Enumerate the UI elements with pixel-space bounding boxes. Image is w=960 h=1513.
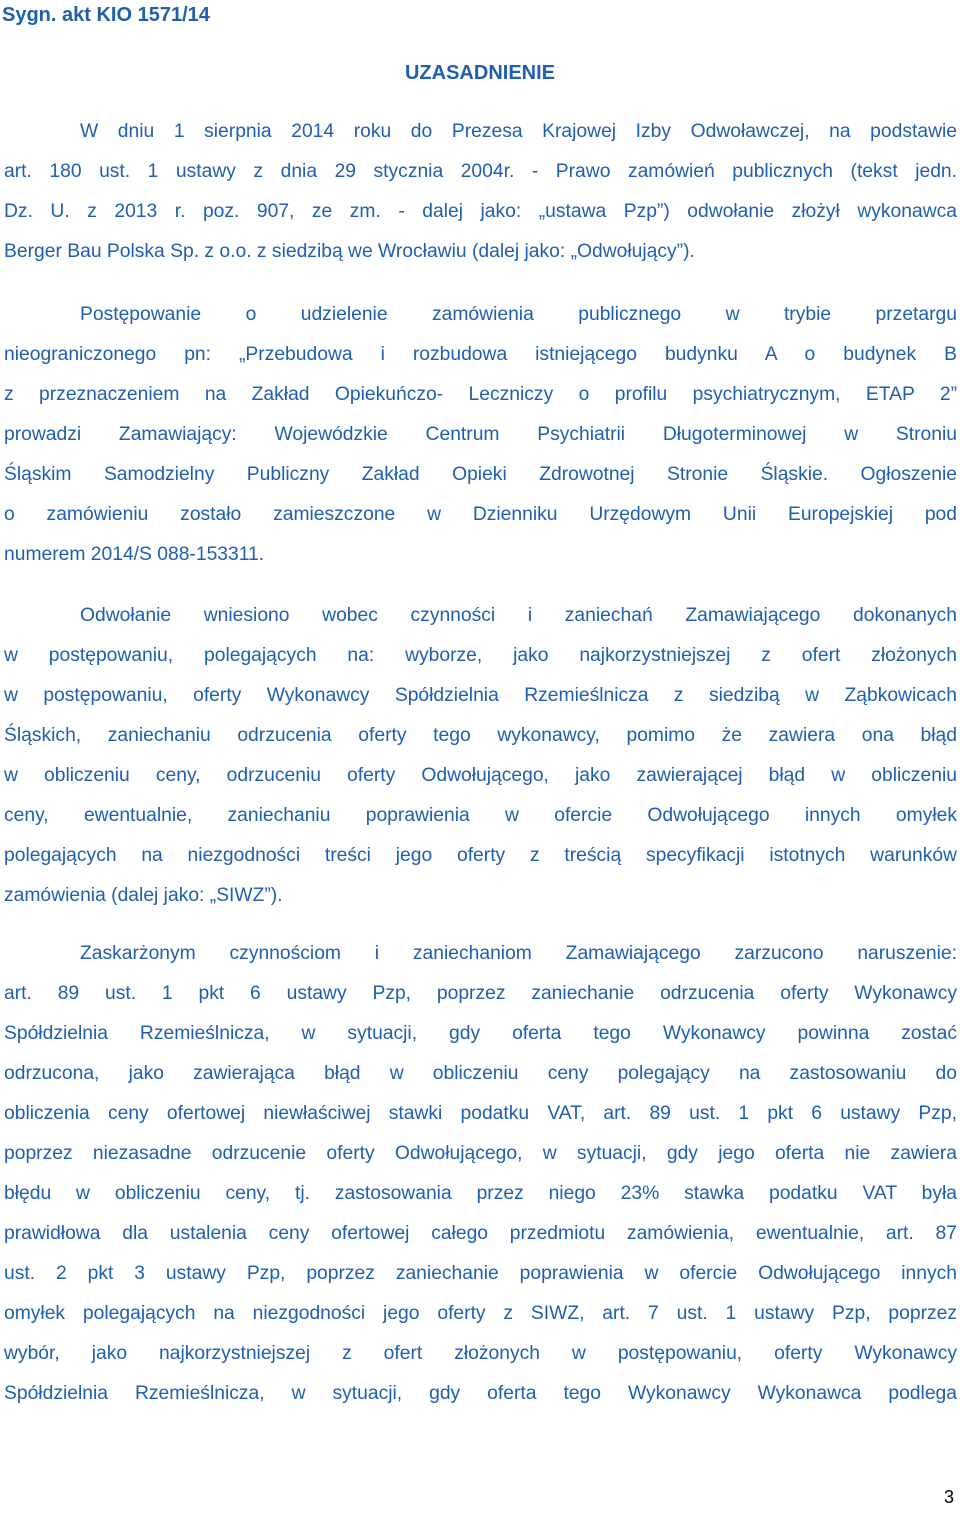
text-line: zamówienia (dalej jako: „SIWZ”). bbox=[4, 885, 283, 906]
text-line: art. 89 ust. 1 pkt 6 ustawy Pzp, poprzez zaniechanie odrzucenia oferty Wykonawcy bbox=[4, 983, 957, 1004]
text-line: omyłek polegających na niezgodności jego oferty z SIWZ, art. 7 ust. 1 ustawy Pzp, poprzez bbox=[4, 1303, 957, 1324]
text-line: Spółdzielnia Rzemieślnicza, w sytuacji, gdy oferta tego Wykonawcy powinna zostać bbox=[4, 1023, 957, 1044]
text-line: prowadzi Zamawiający: Wojewódzkie Centrum Psychiatrii Długoterminowej w Stroniu bbox=[4, 424, 957, 445]
text-line: w postępowaniu, polegających na: wyborze, jako najkorzystniejszej z ofert złożonych bbox=[4, 645, 957, 666]
case-signature: Sygn. akt KIO 1571/14 bbox=[2, 4, 210, 26]
text-line: Berger Bau Polska Sp. z o.o. z siedzibą we Wrocławiu (dalej jako: „Odwołujący”). bbox=[4, 241, 695, 262]
text-line: w postępowaniu, oferty Wykonawcy Spółdzielnia Rzemieślnicza z siedzibą w Ząbkowicach bbox=[4, 685, 957, 706]
text-line: wybór, jako najkorzystniejszej z ofert złożonych w postępowaniu, oferty Wykonawcy bbox=[4, 1343, 957, 1364]
document-title: UZASADNIENIE bbox=[404, 62, 555, 84]
text-line: nieograniczonego pn: „Przebudowa i rozbudowa istniejącego budynku A o budynek B bbox=[4, 344, 957, 365]
paragraph-alleged-violations bbox=[4, 934, 957, 1414]
text-line: w obliczeniu ceny, odrzuceniu oferty Odwołującego, jako zawierającej błąd w obliczeniu bbox=[4, 765, 957, 786]
text-line: poprzez niezasadne odrzucenie oferty Odwołującego, w sytuacji, gdy jego oferta nie zawiera bbox=[4, 1143, 957, 1164]
paragraph-procedure bbox=[4, 295, 957, 575]
text-line: prawidłowa dla ustalenia ceny ofertowej całego przedmiotu zamówienia, ewentualnie, art. 87 bbox=[4, 1223, 957, 1244]
text-line: z przeznaczeniem na Zakład Opiekuńczo- Leczniczy o profilu psychiatrycznym, ETAP 2” bbox=[4, 384, 957, 405]
paragraph-appeal-filing bbox=[4, 112, 957, 272]
text-line: błędu w obliczeniu ceny, tj. zastosowania przez niego 23% stawka podatku VAT była bbox=[4, 1183, 957, 1204]
text-line: art. 180 ust. 1 ustawy z dnia 29 stycznia 2004r. - Prawo zamówień publicznych (tekst jedn. bbox=[4, 161, 957, 182]
text-line: Spółdzielnia Rzemieślnicza, w sytuacji, gdy oferta tego Wykonawcy Wykonawca podlega bbox=[4, 1383, 957, 1404]
text-line: polegających na niezgodności treści jego oferty z treścią specyfikacji istotnych warunków bbox=[4, 845, 957, 866]
text-line: obliczenia ceny ofertowej niewłaściwej stawki podatku VAT, art. 89 ust. 1 pkt 6 ustawy Pzp, bbox=[4, 1103, 957, 1124]
text-line: Dz. U. z 2013 r. poz. 907, ze zm. - dalej jako: „ustawa Pzp”) odwołanie złożył wykonawca bbox=[4, 201, 957, 222]
text-line: odrzucona, jako zawierająca błąd w obliczeniu ceny polegający na zastosowaniu do bbox=[4, 1063, 957, 1084]
text-line: ust. 2 pkt 3 ustawy Pzp, poprzez zaniechanie poprawienia w ofercie Odwołującego innych bbox=[4, 1263, 957, 1284]
text-line: Zaskarżonym czynnościom i zaniechaniom Zamawiającego zarzucono naruszenie: bbox=[80, 943, 957, 964]
text-line: W dniu 1 sierpnia 2014 roku do Prezesa Krajowej Izby Odwoławczej, na podstawie bbox=[80, 121, 957, 142]
paragraph-appeal-scope bbox=[4, 596, 957, 916]
text-line: Śląskich, zaniechaniu odrzucenia oferty tego wykonawcy, pomimo że zawiera ona błąd bbox=[4, 725, 957, 746]
text-line: o zamówieniu zostało zamieszczone w Dzienniku Urzędowym Unii Europejskiej pod bbox=[4, 504, 957, 525]
page-number: 3 bbox=[943, 1487, 954, 1507]
text-line: numerem 2014/S 088-153311. bbox=[4, 544, 265, 565]
text-line: Śląskim Samodzielny Publiczny Zakład Opieki Zdrowotnej Stronie Śląskie. Ogłoszenie bbox=[4, 464, 957, 485]
text-line: Postępowanie o udzielenie zamówienia publicznego w trybie przetargu bbox=[80, 304, 957, 325]
text-line: ceny, ewentualnie, zaniechaniu poprawienia w ofercie Odwołującego innych omyłek bbox=[4, 805, 957, 826]
text-line: Odwołanie wniesiono wobec czynności i zaniechań Zamawiającego dokonanych bbox=[80, 605, 957, 626]
